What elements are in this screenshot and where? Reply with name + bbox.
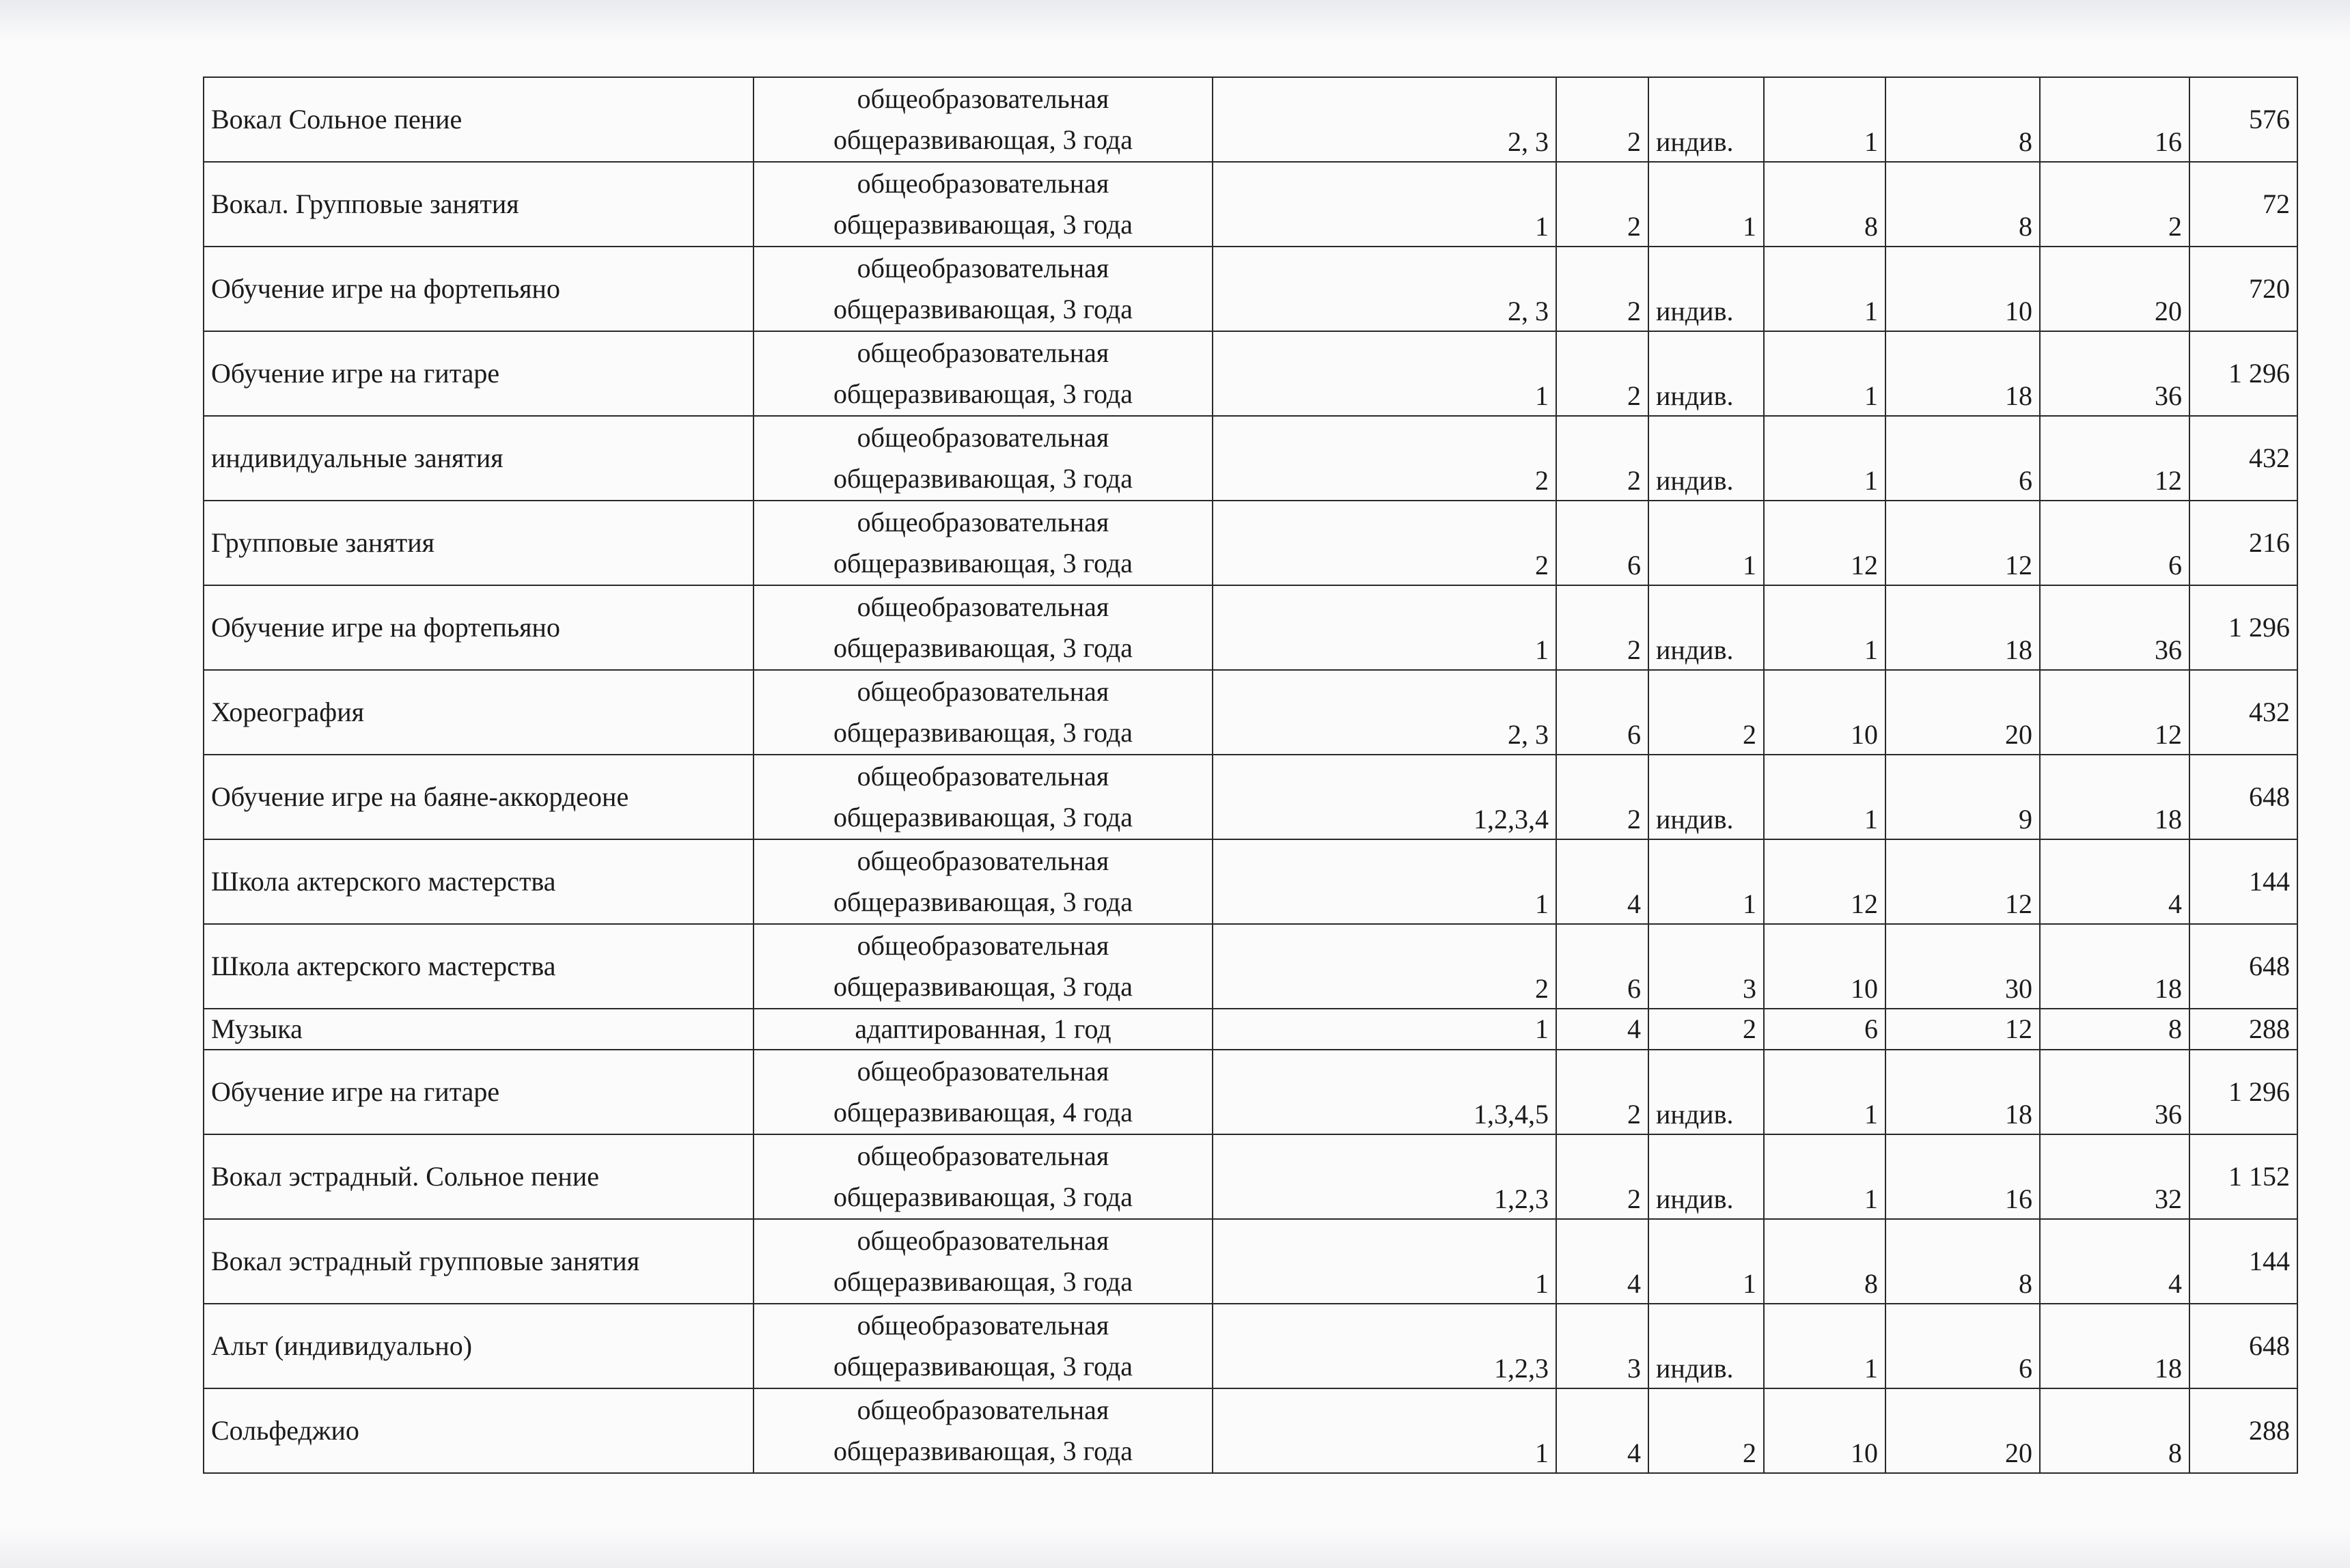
group-type-cell: индив. <box>1648 585 1764 670</box>
table-row <box>204 1134 2297 1219</box>
program-type-line: общеобразовательная <box>857 930 1109 961</box>
students-cell: 1 <box>1764 1134 1885 1219</box>
program-name-cell: Обучение игре на фортепьяно <box>204 585 754 670</box>
program-name-cell: Сольфеджио <box>204 1388 754 1473</box>
program-name-cell: Обучение игре на гитаре <box>204 331 754 416</box>
total-hours-cell: 72 <box>2189 162 2297 247</box>
groups-count-cell: 2 <box>1648 1009 1764 1050</box>
hours-cell: 2 <box>1556 162 1648 247</box>
program-detail-line: общеразвивающая, 3 года <box>833 886 1133 917</box>
program-type-line: общеобразовательная <box>857 761 1109 792</box>
table-row <box>204 247 2297 331</box>
study-years-cell: 2 <box>1213 416 1556 501</box>
program-type-line: общеобразовательная <box>857 422 1109 453</box>
total-hours-cell: 648 <box>2189 755 2297 839</box>
program-detail-line: общеразвивающая, 3 года <box>833 1351 1133 1382</box>
program-name-cell: Обучение игре на баяне-аккордеоне <box>204 755 754 839</box>
students-cell: 1 <box>1764 77 1885 162</box>
program-type-line: общеобразовательная <box>857 591 1109 622</box>
table-row <box>204 162 2297 247</box>
column-6-cell: 12 <box>1885 1009 2040 1050</box>
study-years-cell: 2 <box>1213 924 1556 1009</box>
total-hours-cell: 576 <box>2189 77 2297 162</box>
column-6-cell: 8 <box>1885 1219 2040 1304</box>
column-6-cell: 6 <box>1885 416 2040 501</box>
hours-cell: 2 <box>1556 1134 1648 1219</box>
total-hours-cell: 432 <box>2189 670 2297 755</box>
program-name-cell: Вокал эстрадный. Сольное пение <box>204 1134 754 1219</box>
groups-count-cell: 1 <box>1648 162 1764 247</box>
column-6-cell: 8 <box>1885 77 2040 162</box>
hours-cell: 6 <box>1556 501 1648 585</box>
column-6-cell: 12 <box>1885 501 2040 585</box>
program-type-cell <box>754 1388 1213 1473</box>
program-type-cell <box>754 1134 1213 1219</box>
study-years-cell: 1 <box>1213 1009 1556 1050</box>
program-type-cell <box>754 839 1213 924</box>
students-cell: 1 <box>1764 416 1885 501</box>
program-type-line: общеобразовательная <box>857 1310 1109 1341</box>
program-name-cell: Обучение игре на фортепьяно <box>204 247 754 331</box>
program-type-cell <box>754 1219 1213 1304</box>
study-years-cell: 1 <box>1213 331 1556 416</box>
total-hours-cell: 144 <box>2189 1219 2297 1304</box>
column-7-cell: 36 <box>2040 331 2189 416</box>
study-years-cell: 2, 3 <box>1213 247 1556 331</box>
program-detail-line: общеразвивающая, 3 года <box>833 1266 1133 1297</box>
table-row <box>204 670 2297 755</box>
total-hours-cell: 1 296 <box>2189 1050 2297 1134</box>
program-type-line: адаптированная, 1 год <box>855 1013 1111 1044</box>
program-type-cell <box>754 1304 1213 1388</box>
column-7-cell: 4 <box>2040 1219 2189 1304</box>
hours-cell: 2 <box>1556 247 1648 331</box>
column-7-cell: 4 <box>2040 839 2189 924</box>
program-name-cell: Групповые занятия <box>204 501 754 585</box>
program-detail-line: общеразвивающая, 3 года <box>833 1181 1133 1212</box>
students-cell: 12 <box>1764 501 1885 585</box>
program-type-cell <box>754 1009 1213 1050</box>
total-hours-cell: 1 152 <box>2189 1134 2297 1219</box>
students-cell: 1 <box>1764 1304 1885 1388</box>
total-hours-cell: 1 296 <box>2189 585 2297 670</box>
program-name-cell: Хореография <box>204 670 754 755</box>
students-cell: 10 <box>1764 670 1885 755</box>
column-7-cell: 20 <box>2040 247 2189 331</box>
program-type-cell <box>754 501 1213 585</box>
group-type-cell: индив. <box>1648 1134 1764 1219</box>
study-years-cell: 1,2,3,4 <box>1213 755 1556 839</box>
program-type-line: общеобразовательная <box>857 83 1109 114</box>
group-type-cell: индив. <box>1648 1304 1764 1388</box>
table-row <box>204 416 2297 501</box>
program-type-cell <box>754 585 1213 670</box>
program-type-cell <box>754 247 1213 331</box>
table-row <box>204 585 2297 670</box>
table-row <box>204 1050 2297 1134</box>
column-6-cell: 20 <box>1885 1388 2040 1473</box>
programs-table <box>203 76 2298 1474</box>
table-row <box>204 1009 2297 1050</box>
study-years-cell: 2 <box>1213 501 1556 585</box>
hours-cell: 2 <box>1556 77 1648 162</box>
column-7-cell: 18 <box>2040 1304 2189 1388</box>
program-name-cell: Вокал эстрадный групповые занятия <box>204 1219 754 1304</box>
group-type-cell: индив. <box>1648 247 1764 331</box>
groups-count-cell: 3 <box>1648 924 1764 1009</box>
column-6-cell: 8 <box>1885 162 2040 247</box>
program-detail-line: общеразвивающая, 3 года <box>833 717 1133 748</box>
column-6-cell: 12 <box>1885 839 2040 924</box>
column-6-cell: 18 <box>1885 1050 2040 1134</box>
table-row <box>204 1304 2297 1388</box>
table-row <box>204 501 2297 585</box>
program-type-cell <box>754 924 1213 1009</box>
total-hours-cell: 288 <box>2189 1388 2297 1473</box>
column-7-cell: 6 <box>2040 501 2189 585</box>
groups-count-cell: 1 <box>1648 501 1764 585</box>
group-type-cell: индив. <box>1648 77 1764 162</box>
hours-cell: 2 <box>1556 755 1648 839</box>
program-detail-line: общеразвивающая, 3 года <box>833 463 1133 494</box>
column-7-cell: 18 <box>2040 755 2189 839</box>
total-hours-cell: 216 <box>2189 501 2297 585</box>
program-name-cell: Альт (индивидуально) <box>204 1304 754 1388</box>
column-7-cell: 36 <box>2040 1050 2189 1134</box>
students-cell: 1 <box>1764 247 1885 331</box>
program-type-line: общеобразовательная <box>857 676 1109 707</box>
program-type-line: общеобразовательная <box>857 1140 1109 1171</box>
column-6-cell: 9 <box>1885 755 2040 839</box>
hours-cell: 4 <box>1556 839 1648 924</box>
program-detail-line: общеразвивающая, 3 года <box>833 124 1133 155</box>
scan-shadow-bottom <box>0 1527 2350 1568</box>
program-type-line: общеобразовательная <box>857 1056 1109 1087</box>
program-name-cell: Вокал Сольное пение <box>204 77 754 162</box>
students-cell: 10 <box>1764 924 1885 1009</box>
students-cell: 1 <box>1764 331 1885 416</box>
total-hours-cell: 1 296 <box>2189 331 2297 416</box>
column-7-cell: 36 <box>2040 585 2189 670</box>
hours-cell: 6 <box>1556 670 1648 755</box>
study-years-cell: 1 <box>1213 585 1556 670</box>
group-type-cell: индив. <box>1648 331 1764 416</box>
program-name-cell: Школа актерского мастерства <box>204 839 754 924</box>
program-detail-line: общеразвивающая, 3 года <box>833 802 1133 832</box>
students-cell: 1 <box>1764 585 1885 670</box>
students-cell: 12 <box>1764 839 1885 924</box>
hours-cell: 2 <box>1556 416 1648 501</box>
program-name-cell: Музыка <box>204 1009 754 1050</box>
total-hours-cell: 432 <box>2189 416 2297 501</box>
students-cell: 8 <box>1764 1219 1885 1304</box>
column-6-cell: 20 <box>1885 670 2040 755</box>
group-type-cell: индив. <box>1648 416 1764 501</box>
program-detail-line: общеразвивающая, 3 года <box>833 294 1133 324</box>
study-years-cell: 1 <box>1213 1219 1556 1304</box>
hours-cell: 6 <box>1556 924 1648 1009</box>
column-7-cell: 16 <box>2040 77 2189 162</box>
program-type-line: общеобразовательная <box>857 168 1109 199</box>
program-name-cell: Обучение игре на гитаре <box>204 1050 754 1134</box>
program-type-line: общеобразовательная <box>857 337 1109 368</box>
program-name-cell: Вокал. Групповые занятия <box>204 162 754 247</box>
program-name-cell: Школа актерского мастерства <box>204 924 754 1009</box>
students-cell: 1 <box>1764 755 1885 839</box>
students-cell: 6 <box>1764 1009 1885 1050</box>
total-hours-cell: 144 <box>2189 839 2297 924</box>
study-years-cell: 1 <box>1213 1388 1556 1473</box>
scan-shadow-top <box>0 0 2350 41</box>
program-type-line: общеобразовательная <box>857 253 1109 283</box>
column-7-cell: 8 <box>2040 1388 2189 1473</box>
study-years-cell: 1,2,3 <box>1213 1134 1556 1219</box>
table-body <box>204 77 2297 1473</box>
program-type-cell <box>754 670 1213 755</box>
program-type-cell <box>754 331 1213 416</box>
study-years-cell: 1,3,4,5 <box>1213 1050 1556 1134</box>
column-6-cell: 6 <box>1885 1304 2040 1388</box>
hours-cell: 2 <box>1556 331 1648 416</box>
column-7-cell: 12 <box>2040 416 2189 501</box>
table-row <box>204 839 2297 924</box>
total-hours-cell: 648 <box>2189 1304 2297 1388</box>
table-row <box>204 924 2297 1009</box>
study-years-cell: 1 <box>1213 162 1556 247</box>
program-detail-line: общеразвивающая, 3 года <box>833 378 1133 409</box>
table-row <box>204 1388 2297 1473</box>
column-7-cell: 32 <box>2040 1134 2189 1219</box>
table-row <box>204 755 2297 839</box>
program-name-cell: индивидуальные занятия <box>204 416 754 501</box>
total-hours-cell: 288 <box>2189 1009 2297 1050</box>
hours-cell: 4 <box>1556 1388 1648 1473</box>
table-row <box>204 1219 2297 1304</box>
group-type-cell: индив. <box>1648 755 1764 839</box>
total-hours-cell: 720 <box>2189 247 2297 331</box>
students-cell: 10 <box>1764 1388 1885 1473</box>
students-cell: 1 <box>1764 1050 1885 1134</box>
group-type-cell: индив. <box>1648 1050 1764 1134</box>
program-detail-line: общеразвивающая, 4 года <box>833 1097 1133 1128</box>
table-row <box>204 77 2297 162</box>
groups-count-cell: 2 <box>1648 1388 1764 1473</box>
hours-cell: 2 <box>1556 585 1648 670</box>
study-years-cell: 2, 3 <box>1213 670 1556 755</box>
program-type-line: общеобразовательная <box>857 507 1109 537</box>
study-years-cell: 1 <box>1213 839 1556 924</box>
program-detail-line: общеразвивающая, 3 года <box>833 632 1133 663</box>
program-type-line: общеобразовательная <box>857 1225 1109 1256</box>
column-7-cell: 12 <box>2040 670 2189 755</box>
column-7-cell: 8 <box>2040 1009 2189 1050</box>
hours-cell: 3 <box>1556 1304 1648 1388</box>
program-type-cell <box>754 77 1213 162</box>
groups-count-cell: 1 <box>1648 839 1764 924</box>
program-type-cell <box>754 162 1213 247</box>
column-6-cell: 30 <box>1885 924 2040 1009</box>
column-6-cell: 18 <box>1885 331 2040 416</box>
column-7-cell: 18 <box>2040 924 2189 1009</box>
groups-count-cell: 1 <box>1648 1219 1764 1304</box>
hours-cell: 2 <box>1556 1050 1648 1134</box>
students-cell: 8 <box>1764 162 1885 247</box>
column-6-cell: 16 <box>1885 1134 2040 1219</box>
program-type-cell <box>754 1050 1213 1134</box>
program-detail-line: общеразвивающая, 3 года <box>833 548 1133 578</box>
groups-count-cell: 2 <box>1648 670 1764 755</box>
column-6-cell: 18 <box>1885 585 2040 670</box>
total-hours-cell: 648 <box>2189 924 2297 1009</box>
program-type-line: общеобразовательная <box>857 1395 1109 1425</box>
study-years-cell: 2, 3 <box>1213 77 1556 162</box>
program-type-cell <box>754 755 1213 839</box>
hours-cell: 4 <box>1556 1009 1648 1050</box>
program-detail-line: общеразвивающая, 3 года <box>833 971 1133 1002</box>
program-type-cell <box>754 416 1213 501</box>
program-detail-line: общеразвивающая, 3 года <box>833 1436 1133 1466</box>
table-row <box>204 331 2297 416</box>
program-detail-line: общеразвивающая, 3 года <box>833 209 1133 240</box>
column-7-cell: 2 <box>2040 162 2189 247</box>
hours-cell: 4 <box>1556 1219 1648 1304</box>
study-years-cell: 1,2,3 <box>1213 1304 1556 1388</box>
program-type-line: общеобразовательная <box>857 845 1109 876</box>
column-6-cell: 10 <box>1885 247 2040 331</box>
